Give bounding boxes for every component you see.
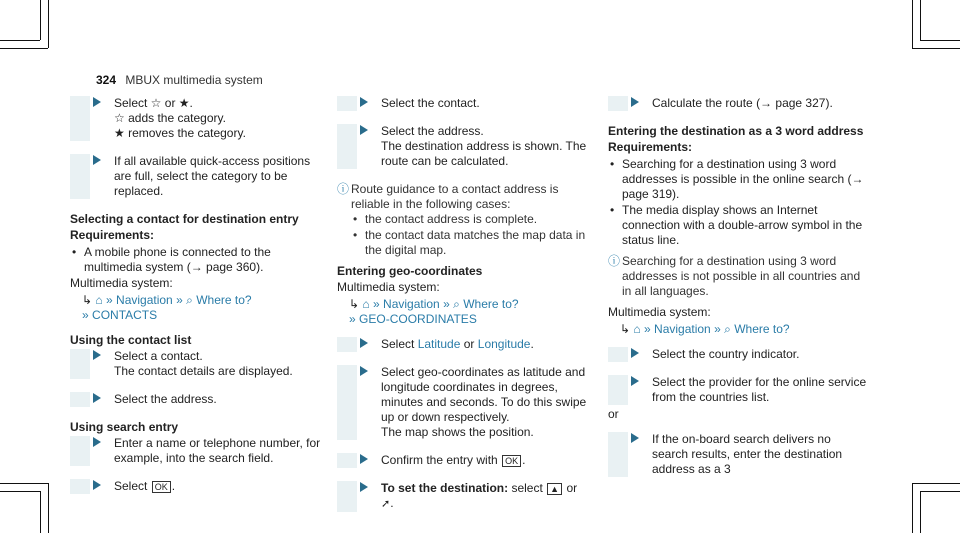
requirements-label: Requirements: <box>70 228 155 242</box>
menu-navigation[interactable]: Navigation <box>383 297 440 311</box>
step-text: If the on-board search delivers no search results, enter the destination address as a 3 <box>652 432 843 476</box>
step-select-provider <box>608 375 870 405</box>
step-text: ☆ adds the category. <box>114 111 226 125</box>
menu-contacts[interactable]: CONTACTS <box>92 308 158 322</box>
step-bar <box>70 392 90 407</box>
step-arrow-icon <box>93 437 101 447</box>
step-bar <box>337 365 357 440</box>
section-heading: Selecting a contact for destination entry <box>70 212 299 226</box>
note <box>608 254 870 299</box>
menu-where-to[interactable]: Where to? <box>463 297 519 311</box>
or-text: or <box>566 481 578 495</box>
step-set-destination: To set the destination: select ▲ or ➚. <box>337 481 599 512</box>
section-heading: Using search entry <box>70 420 179 434</box>
menu-path <box>337 297 599 327</box>
step-arrow-icon <box>360 338 368 348</box>
search-icon: ⌕ <box>186 293 193 307</box>
or-text: or <box>608 407 619 421</box>
step-text: Calculate the route (→ page 327). <box>652 96 833 110</box>
step-arrow-icon <box>631 376 639 386</box>
menu-where-to[interactable]: Where to? <box>196 293 252 307</box>
step-text: Select a contact. <box>114 349 203 363</box>
crop-mark <box>40 0 41 40</box>
step-text: Select the address. <box>114 392 217 406</box>
chevron-icon: » <box>644 322 651 336</box>
ok-key[interactable]: OK <box>502 455 521 467</box>
step-bar <box>337 453 357 468</box>
step-bar <box>337 124 357 169</box>
step-bar <box>70 349 90 379</box>
step-arrow-icon <box>360 482 368 492</box>
info-icon: ⓘ <box>337 182 350 196</box>
step-bar <box>608 96 628 111</box>
step-bar <box>608 375 628 405</box>
home-icon[interactable]: ⌂ <box>95 293 103 307</box>
step-select-geo <box>337 365 599 440</box>
step-text: ★ removes the category. <box>114 126 246 140</box>
crop-mark <box>48 483 49 533</box>
step-confirm: Confirm the entry with OK . <box>337 453 599 468</box>
chevron-icon: » <box>373 297 380 311</box>
requirement-item: • The media display shows an Internet connection with a double-arrow symbol in the status line. <box>608 203 870 248</box>
search-icon: ⌕ <box>724 322 731 336</box>
step-text: Select geo-coordinates as latitude and longitude coordinates in degrees, minutes and seconds. To do this swipe up or down respectively. <box>381 365 587 424</box>
step-arrow-icon <box>93 97 101 107</box>
crop-mark <box>920 0 921 40</box>
step-text: The contact details are displayed. <box>114 364 293 378</box>
step-text: Select the provider for the online service from the countries list. <box>652 375 867 404</box>
section-heading: Entering the destination as a 3 word address <box>608 124 864 138</box>
section-heading: Entering geo-coordinates <box>337 264 483 278</box>
crop-mark <box>0 491 40 492</box>
step-select-favorite <box>70 96 325 141</box>
step-text: Confirm the entry with <box>381 453 498 467</box>
column-middle <box>337 96 599 525</box>
crop-mark <box>48 0 49 48</box>
multimedia-label: Multimedia system: <box>337 280 440 294</box>
step-text: Enter a name or telephone number, for example, into the search field. <box>114 436 321 465</box>
step-text: The destination address is shown. The route can be calculated. <box>381 139 587 168</box>
step-no-results <box>608 432 870 477</box>
step-select-the-contact <box>337 96 599 111</box>
step-arrow-icon <box>360 366 368 376</box>
home-icon[interactable]: ⌂ <box>633 322 641 336</box>
column-right <box>608 96 870 490</box>
step-calculate-route <box>608 96 870 111</box>
crop-mark <box>912 483 913 533</box>
crop-mark <box>920 491 960 492</box>
step-text: Select <box>381 337 415 351</box>
step-text: Select the contact. <box>381 96 480 110</box>
note-text: Searching for a destination using 3 word addresses is not possible in all countries and in all languages. <box>622 254 861 298</box>
step-bar <box>337 481 357 512</box>
ok-key[interactable]: OK <box>152 481 171 493</box>
chevron-icon: » <box>349 312 356 326</box>
step-arrow-icon <box>631 97 639 107</box>
step-bar <box>608 347 628 362</box>
crop-mark <box>912 0 913 48</box>
menu-path <box>70 293 325 323</box>
step-select-ok: Select OK . <box>70 479 325 494</box>
return-arrow-icon: ↳ <box>620 322 631 336</box>
step-country-indicator <box>608 347 870 362</box>
step-bar <box>70 154 90 199</box>
step-enter-name <box>70 436 325 466</box>
section-heading: Using the contact list <box>70 333 192 347</box>
step-replace <box>70 154 325 199</box>
step-bar <box>608 432 628 477</box>
menu-geo-coordinates[interactable]: GEO-COORDINATES <box>359 312 477 326</box>
step-text: Select the address. <box>381 124 484 138</box>
column-left <box>70 96 325 507</box>
step-bar <box>70 96 90 141</box>
menu-navigation[interactable]: Navigation <box>654 322 711 336</box>
or-text: or <box>463 337 475 351</box>
menu-where-to[interactable]: Where to? <box>734 322 790 336</box>
step-text: Select ☆ or ★. <box>114 96 193 110</box>
step-arrow-icon <box>631 433 639 443</box>
requirement-item: • A mobile phone is connected to the multimedia system (→ page 360). <box>70 245 325 275</box>
step-arrow-icon <box>93 350 101 360</box>
step-bar <box>70 479 90 494</box>
page-number: 324 <box>96 73 117 87</box>
chevron-icon: » <box>176 293 183 307</box>
step-arrow-icon <box>93 393 101 403</box>
requirement-item: • Searching for a destination using 3 word addresses is possible in the online search (→ page 319). <box>608 157 870 202</box>
crop-mark <box>40 491 41 533</box>
navigation-arrow-icon[interactable]: ▲ <box>547 483 562 495</box>
step-select-the-address <box>337 124 599 169</box>
step-bar <box>337 96 357 111</box>
chevron-icon: » <box>443 297 450 311</box>
step-text: select <box>511 481 543 495</box>
crop-mark <box>0 40 40 41</box>
home-icon[interactable]: ⌂ <box>362 297 370 311</box>
step-arrow-icon <box>360 97 368 107</box>
crop-mark <box>912 48 960 49</box>
longitude-option[interactable]: Longitude <box>477 337 531 351</box>
requirements-label: Requirements: <box>608 140 693 154</box>
step-arrow-icon <box>631 348 639 358</box>
step-arrow-icon <box>360 125 368 135</box>
chevron-icon: » <box>82 308 89 322</box>
step-select-contact <box>70 349 325 379</box>
return-arrow-icon: ↳ <box>82 293 93 307</box>
step-bar <box>70 436 90 466</box>
crop-mark <box>0 483 48 484</box>
step-select-lat-long: Select Latitude or Longitude. <box>337 337 599 352</box>
crop-mark <box>920 40 960 41</box>
step-arrow-icon <box>93 480 101 490</box>
step-arrow-icon <box>93 155 101 165</box>
step-arrow-icon <box>360 454 368 464</box>
step-bold: To set the destination: <box>381 481 509 495</box>
chevron-icon: » <box>106 293 113 307</box>
menu-path <box>608 322 870 337</box>
latitude-option[interactable]: Latitude <box>417 337 461 351</box>
step-bar <box>337 337 357 352</box>
step-text: If all available quick-access positions are full, select the category to be replaced. <box>114 154 311 198</box>
step-text: The map shows the position. <box>381 425 534 439</box>
menu-navigation[interactable]: Navigation <box>116 293 173 307</box>
page-title: MBUX multimedia system <box>125 73 263 87</box>
crop-mark <box>920 491 921 533</box>
crop-mark <box>0 48 48 49</box>
route-icon[interactable]: ➚ <box>381 498 391 510</box>
step-text: Select <box>114 479 148 493</box>
chevron-icon: » <box>714 322 721 336</box>
page-header <box>96 73 263 87</box>
note-item: • the contact data matches the map data in the digital map. <box>351 228 599 258</box>
return-arrow-icon: ↳ <box>349 297 360 311</box>
step-text: Select the country indicator. <box>652 347 800 361</box>
multimedia-label: Multimedia system: <box>70 276 173 290</box>
search-icon: ⌕ <box>453 297 460 311</box>
note <box>337 182 599 258</box>
multimedia-label: Multimedia system: <box>608 305 711 319</box>
info-icon: ⓘ <box>608 254 621 268</box>
crop-mark <box>912 483 960 484</box>
step-select-address <box>70 392 325 407</box>
note-text: Route guidance to a contact address is reliable in the following cases: <box>351 182 559 211</box>
note-item: • the contact address is complete. <box>351 212 599 227</box>
